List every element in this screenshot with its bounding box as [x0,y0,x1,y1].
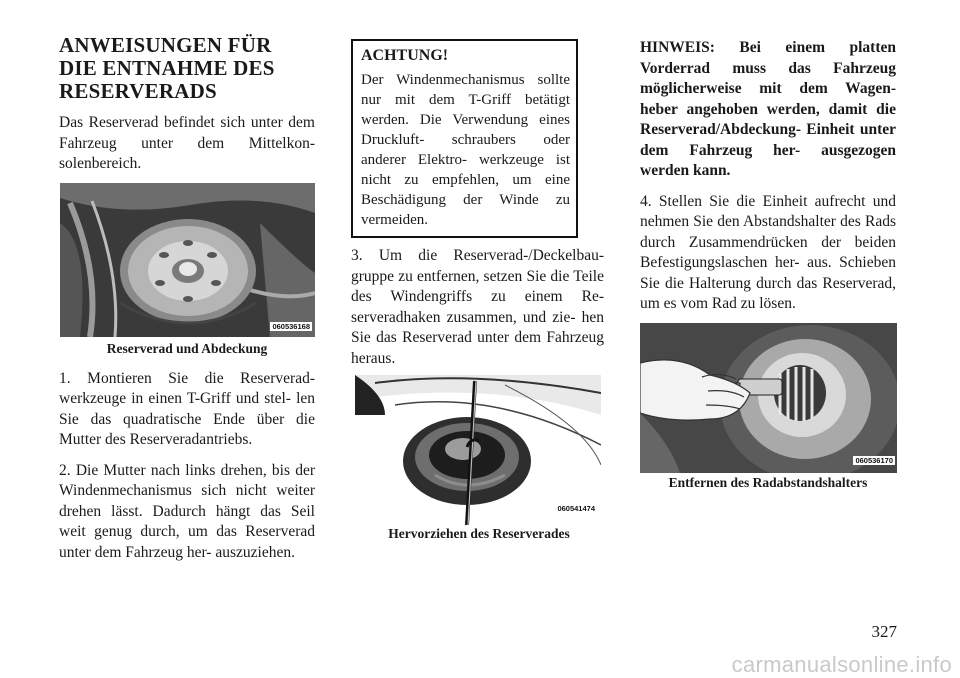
step-4: 4. Stellen Sie die Einheit aufrecht und nehmen Sie den Abstandshalter des Rads durch Zusammendrücken der beiden Befestigungslaschen her- aus. Schieben Sie die Halterung durch das Reserverad, um es vom Rad zu lösen. [640,192,896,312]
step-3: 3. Um die Reserverad-/Deckelbau- gruppe zu entfernen, setzen Sie die Teile des Windengriffs zu einem Re- serveradhaken zusammen, und zie- hen Sie das Reserverad unter dem Fahrzeug heraus. [351,247,604,367]
page-number: 327 [871,622,897,641]
figure-code: 060541474 [557,504,595,513]
figure-caption: Reserverad und Abdeckung [106,340,268,356]
figure-code: 060536170 [855,455,893,465]
figure-removing-wheel-spacer [640,323,897,473]
watermark: carmanualsonline.info [731,652,952,677]
figure-spare-tire-and-cover [60,183,315,337]
figure-caption: Hervorziehen des Reserverades [388,526,570,541]
warning-box [351,39,578,238]
step-2: 2. Die Mutter nach links drehen, bis der Windenmechanismus sich nicht weiter drehen lässt. Dadurch hängt das Seil weit genug durch, um das Reserverad unter dem Fahrzeug her- auszuziehen. [59,461,315,561]
figure-code: 060536168 [272,321,310,331]
note-paragraph: HINWEIS: Bei einem platten Vorderrad muss das Fahrzeug möglicherweise mit dem Wagen- heber angehoben werden, damit die Reserverad/Abdeckung- Einheit unter dem Fahrzeug her- ausgezogen werden kann. [640,39,896,179]
middle-column [351,39,607,542]
intro-paragraph: Das Reserverad befindet sich unter dem Fahrzeug unter dem Mittelkon- solenbereich. [59,114,315,172]
step-1: 1. Montieren Sie die Reserverad- werkzeuge in einen T-Griff und stel- len Sie das quadratische Ende über die Mutter des Reserveradantriebs. [59,369,315,448]
spare-tire-hook-illustration [355,375,601,525]
warning-text: Der Windenmechanismus sollte nur mit dem T-Griff betätigt werden. Die Verwendung eines Druckluft- schraubers oder anderer Elektro- werkzeuge ist nicht zu empfehlen, um eine Beschädigung der Winde zu vermeiden. [361,72,570,228]
section-heading: ANWEISUNGEN FÜR DIE ENTNAHME DES RESERVERADS [59,33,275,103]
left-column [59,34,315,563]
warning-title: ACHTUNG! [361,47,449,64]
right-column [640,38,896,491]
figure-pulling-spare-tire [355,375,601,525]
figure-caption: Entfernen des Radabstandshalters [668,474,868,490]
wheel-spacer-illustration [640,323,897,473]
spare-tire-illustration [60,183,315,337]
